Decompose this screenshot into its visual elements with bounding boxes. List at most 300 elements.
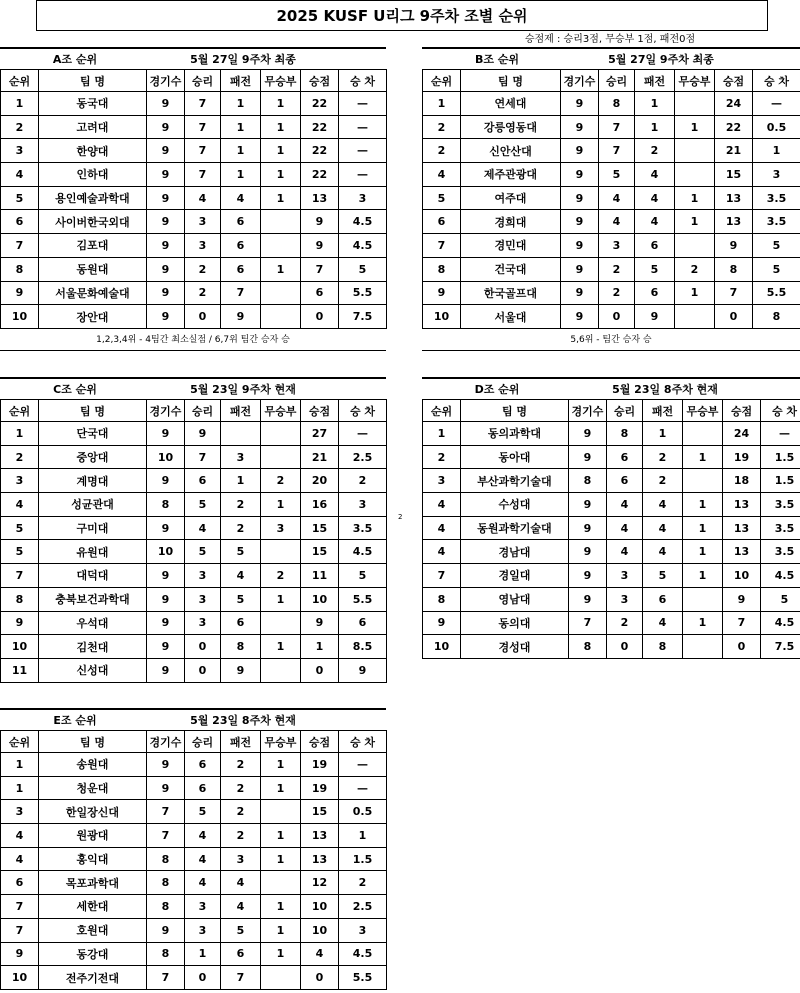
stat-cell: 9 — [569, 516, 607, 540]
table-row — [423, 445, 800, 469]
table-row — [423, 564, 800, 588]
stat-cell — [261, 611, 301, 635]
stat-cell: 1 — [261, 92, 301, 116]
stat-cell: 2 — [643, 469, 683, 493]
stat-cell — [261, 966, 301, 990]
stat-cell: 5 — [339, 564, 387, 588]
table-row — [1, 824, 387, 848]
stat-cell: 9 — [301, 234, 339, 258]
stat-cell: 1 — [221, 115, 261, 139]
table-row — [1, 92, 387, 116]
stat-cell: 9 — [1, 281, 39, 305]
stat-cell: — — [339, 422, 387, 446]
column-header: 패전 — [635, 70, 675, 92]
stat-cell: 1 — [635, 92, 675, 116]
team-name-cell: 강릉영동대 — [461, 115, 561, 139]
table-row — [1, 776, 387, 800]
stat-cell: 1 — [261, 847, 301, 871]
stat-cell: 7 — [147, 800, 185, 824]
team-name-cell: 여주대 — [461, 186, 561, 210]
stat-cell: 8 — [715, 257, 753, 281]
stat-cell: 4 — [643, 540, 683, 564]
stat-cell: 13 — [723, 516, 761, 540]
stat-cell: 8 — [753, 305, 800, 329]
stat-cell: 9 — [147, 658, 185, 682]
page-title — [36, 0, 768, 31]
stat-cell: 10 — [1, 966, 39, 990]
group-label: A조 순위 — [52, 53, 98, 66]
team-name-cell: 계명대 — [39, 469, 147, 493]
stat-cell: 20 — [301, 469, 339, 493]
stat-cell: 8 — [1, 587, 39, 611]
stat-cell: 9 — [1, 611, 39, 635]
stat-cell: 3 — [185, 210, 221, 234]
stat-cell: 2 — [339, 871, 387, 895]
stat-cell: — — [753, 92, 800, 116]
stat-cell: 22 — [301, 92, 339, 116]
column-header: 순위 — [1, 400, 39, 422]
stat-cell: 1 — [261, 493, 301, 517]
stat-cell: 3 — [185, 895, 221, 919]
stat-cell: 4 — [185, 871, 221, 895]
stat-cell: 2.5 — [339, 895, 387, 919]
stat-cell: 6 — [221, 210, 261, 234]
table-header-row — [1, 731, 387, 753]
column-header: 무승부 — [261, 400, 301, 422]
stat-cell: 7 — [185, 163, 221, 187]
stat-cell: 7 — [185, 92, 221, 116]
stat-cell: 1 — [1, 422, 39, 446]
team-name-cell: 경희대 — [461, 210, 561, 234]
stat-cell: 9 — [147, 139, 185, 163]
stat-cell: 4.5 — [339, 540, 387, 564]
stat-cell — [261, 540, 301, 564]
stat-cell: — — [761, 422, 800, 446]
stat-cell — [221, 422, 261, 446]
stat-cell: 9 — [569, 540, 607, 564]
stat-cell — [683, 469, 723, 493]
table-row — [423, 210, 800, 234]
stat-cell: 21 — [301, 445, 339, 469]
stat-cell: 19 — [301, 776, 339, 800]
stat-cell: 7 — [147, 824, 185, 848]
stat-cell: 1.5 — [761, 445, 800, 469]
stat-cell: 1 — [675, 186, 715, 210]
stat-cell: — — [339, 776, 387, 800]
stat-cell: 1 — [675, 281, 715, 305]
stat-cell: 3 — [607, 564, 643, 588]
stat-cell: 5 — [185, 800, 221, 824]
team-name-cell: 경성대 — [461, 635, 569, 659]
team-name-cell: 김천대 — [39, 635, 147, 659]
team-name-cell: 동국대 — [39, 92, 147, 116]
stat-cell: 1 — [261, 115, 301, 139]
stat-cell: — — [339, 92, 387, 116]
stat-cell: 2 — [221, 493, 261, 517]
stat-cell: 3 — [423, 469, 461, 493]
stat-cell: 10 — [301, 895, 339, 919]
stat-cell: 6 — [643, 587, 683, 611]
stat-cell: 4 — [635, 163, 675, 187]
stat-cell: 4 — [643, 493, 683, 517]
stat-cell: 6 — [607, 469, 643, 493]
table-row — [1, 115, 387, 139]
table-row — [423, 635, 800, 659]
stat-cell: 8 — [569, 635, 607, 659]
stat-cell: 5 — [1, 516, 39, 540]
stat-cell: 3.5 — [761, 516, 800, 540]
stat-cell: 9 — [147, 635, 185, 659]
column-header: 팀 명 — [461, 400, 569, 422]
stat-cell: 22 — [715, 115, 753, 139]
group-header — [0, 377, 386, 399]
column-header: 승리 — [607, 400, 643, 422]
team-name-cell: 제주관광대 — [461, 163, 561, 187]
group-panel-2 — [422, 47, 800, 351]
stat-cell: 1 — [339, 824, 387, 848]
stat-cell: 4.5 — [339, 942, 387, 966]
stat-cell: 1 — [261, 186, 301, 210]
team-name-cell: 단국대 — [39, 422, 147, 446]
stat-cell: 22 — [301, 163, 339, 187]
stat-cell: 7.5 — [761, 635, 800, 659]
stat-cell: 9 — [423, 281, 461, 305]
stat-cell: 4 — [185, 847, 221, 871]
team-name-cell: 연세대 — [461, 92, 561, 116]
stat-cell — [675, 139, 715, 163]
column-header: 순위 — [1, 70, 39, 92]
stat-cell: 5 — [753, 234, 800, 258]
stat-cell: 1 — [261, 942, 301, 966]
stat-cell — [261, 800, 301, 824]
table-row — [1, 871, 387, 895]
column-header: 무승부 — [261, 70, 301, 92]
table-row — [1, 635, 387, 659]
stat-cell: 16 — [301, 493, 339, 517]
column-header: 팀 명 — [39, 731, 147, 753]
stat-cell: 6 — [185, 753, 221, 777]
stat-cell: 2 — [599, 281, 635, 305]
stat-cell: 3 — [1, 139, 39, 163]
stat-cell: 7 — [1, 895, 39, 919]
stat-cell: 13 — [715, 210, 753, 234]
stat-cell: — — [339, 139, 387, 163]
table-row — [423, 257, 800, 281]
stat-cell: 1 — [221, 469, 261, 493]
column-header: 승 차 — [339, 70, 387, 92]
table-row — [423, 234, 800, 258]
column-header: 패전 — [221, 731, 261, 753]
stat-cell: 8 — [147, 895, 185, 919]
table-row — [1, 469, 387, 493]
group-panel-3 — [0, 377, 387, 683]
table-row — [1, 210, 387, 234]
stat-cell: 6 — [635, 281, 675, 305]
table-header-row — [423, 400, 800, 422]
team-name-cell: 중앙대 — [39, 445, 147, 469]
stat-cell: 10 — [423, 305, 461, 329]
table-row — [1, 611, 387, 635]
stat-cell — [261, 234, 301, 258]
team-name-cell: 건국대 — [461, 257, 561, 281]
stat-cell: 5 — [753, 257, 800, 281]
stat-cell: 4 — [635, 210, 675, 234]
stat-cell: 9 — [147, 257, 185, 281]
group-date: 5월 23일 9주차 현재 — [190, 383, 296, 396]
team-name-cell: 고려대 — [39, 115, 147, 139]
stat-cell: 4.5 — [761, 564, 800, 588]
stat-cell: 9 — [339, 658, 387, 682]
stat-cell: 4 — [643, 516, 683, 540]
column-header: 승점 — [301, 400, 339, 422]
group-label: E조 순위 — [53, 714, 97, 727]
column-header: 승 차 — [753, 70, 800, 92]
team-name-cell: 동원대 — [39, 257, 147, 281]
stat-cell: 7 — [599, 115, 635, 139]
stat-cell — [683, 587, 723, 611]
stat-cell — [683, 422, 723, 446]
stat-cell: 3 — [1, 469, 39, 493]
stat-cell: 0 — [301, 305, 339, 329]
column-header: 무승부 — [261, 731, 301, 753]
stat-cell: 7.5 — [339, 305, 387, 329]
table-row — [1, 564, 387, 588]
stat-cell: 2 — [1, 115, 39, 139]
table-header-row — [1, 400, 387, 422]
column-header: 순위 — [423, 400, 461, 422]
stat-cell: 2 — [423, 445, 461, 469]
stat-cell: 2 — [185, 281, 221, 305]
stat-cell: 4 — [1, 163, 39, 187]
stat-cell: 4 — [607, 540, 643, 564]
column-header: 팀 명 — [461, 70, 561, 92]
stat-cell: 2 — [675, 257, 715, 281]
stat-cell: 9 — [147, 115, 185, 139]
stat-cell: 9 — [569, 564, 607, 588]
stat-cell: 6 — [635, 234, 675, 258]
group-header — [0, 708, 386, 730]
group-header — [422, 377, 800, 399]
stat-cell: 9 — [147, 281, 185, 305]
team-name-cell: 부산과학기술대 — [461, 469, 569, 493]
stat-cell: 18 — [723, 469, 761, 493]
table-row — [1, 587, 387, 611]
stat-cell — [675, 234, 715, 258]
stat-cell: 3 — [261, 516, 301, 540]
stat-cell: 5 — [1, 540, 39, 564]
stat-cell: 0 — [607, 635, 643, 659]
stat-cell — [261, 445, 301, 469]
stat-cell — [261, 658, 301, 682]
stat-cell: 3 — [221, 847, 261, 871]
table-row — [1, 516, 387, 540]
group-panel-1 — [0, 47, 387, 351]
stat-cell: 6 — [423, 210, 461, 234]
stat-cell: 1 — [261, 587, 301, 611]
stat-cell: 4 — [221, 895, 261, 919]
team-name-cell: 청운대 — [39, 776, 147, 800]
team-name-cell: 신안산대 — [461, 139, 561, 163]
stat-cell: 5.5 — [753, 281, 800, 305]
group-header — [422, 47, 800, 69]
column-header: 승점 — [301, 731, 339, 753]
stat-cell: 4.5 — [339, 234, 387, 258]
standings-table — [0, 69, 387, 329]
stat-cell: 3 — [339, 918, 387, 942]
stat-cell: 9 — [147, 587, 185, 611]
stat-cell: 7 — [185, 445, 221, 469]
stat-cell: 19 — [301, 753, 339, 777]
stat-cell: 1 — [675, 115, 715, 139]
stat-cell: 3 — [607, 587, 643, 611]
stat-cell: 5 — [221, 918, 261, 942]
stat-cell: — — [339, 753, 387, 777]
team-name-cell: 한일장신대 — [39, 800, 147, 824]
stat-cell: 3 — [1, 800, 39, 824]
stat-cell: 2 — [221, 824, 261, 848]
stat-cell: 4 — [1, 847, 39, 871]
team-name-cell: 영남대 — [461, 587, 569, 611]
table-row — [1, 139, 387, 163]
stat-cell: 1 — [683, 493, 723, 517]
team-name-cell: 원광대 — [39, 824, 147, 848]
stat-cell: 8 — [147, 847, 185, 871]
stat-cell: 2 — [221, 776, 261, 800]
stat-cell: 3 — [185, 918, 221, 942]
stat-cell: 13 — [723, 493, 761, 517]
stat-cell: 9 — [147, 753, 185, 777]
stat-cell: 3 — [753, 163, 800, 187]
group-date: 5월 23일 8주차 현재 — [190, 714, 296, 727]
stat-cell: 1 — [261, 753, 301, 777]
stat-cell: 2 — [261, 469, 301, 493]
stat-cell: 13 — [301, 847, 339, 871]
group-date: 5월 27일 9주차 최종 — [608, 53, 714, 66]
stat-cell: 3 — [185, 611, 221, 635]
stat-cell: 9 — [561, 115, 599, 139]
table-row — [1, 658, 387, 682]
stat-cell: 1 — [753, 139, 800, 163]
stat-cell: 1 — [635, 115, 675, 139]
stat-cell: 4 — [599, 186, 635, 210]
stat-cell: 9 — [147, 234, 185, 258]
stat-cell: 2 — [423, 139, 461, 163]
team-name-cell: 한국골프대 — [461, 281, 561, 305]
stat-cell: 5 — [185, 493, 221, 517]
stat-cell: 1 — [185, 942, 221, 966]
column-header: 승점 — [715, 70, 753, 92]
stat-cell: 7 — [221, 966, 261, 990]
team-name-cell: 인하대 — [39, 163, 147, 187]
stat-cell: 2 — [423, 115, 461, 139]
stat-cell: 3.5 — [753, 186, 800, 210]
table-row — [423, 305, 800, 329]
stat-cell: 8 — [1, 257, 39, 281]
stat-cell — [261, 871, 301, 895]
standings-table — [422, 399, 800, 659]
column-header: 승 차 — [761, 400, 800, 422]
stat-cell: 7 — [569, 611, 607, 635]
stat-cell: 1 — [221, 139, 261, 163]
stat-cell: 2 — [1, 445, 39, 469]
table-row — [423, 115, 800, 139]
stat-cell: 6 — [221, 611, 261, 635]
stat-cell: 1 — [683, 540, 723, 564]
stat-cell: 9 — [221, 305, 261, 329]
table-row — [1, 942, 387, 966]
column-header: 순위 — [423, 70, 461, 92]
stat-cell: 8.5 — [339, 635, 387, 659]
stat-cell: 1 — [301, 635, 339, 659]
stat-cell: 3.5 — [761, 540, 800, 564]
stat-cell: 9 — [147, 564, 185, 588]
stat-cell: 4 — [599, 210, 635, 234]
stat-cell: 1 — [261, 635, 301, 659]
stat-cell: 4 — [423, 493, 461, 517]
table-row — [423, 540, 800, 564]
team-name-cell: 동의대 — [461, 611, 569, 635]
stat-cell: 7 — [423, 564, 461, 588]
stat-cell: 3 — [599, 234, 635, 258]
team-name-cell: 성균관대 — [39, 493, 147, 517]
group-label: D조 순위 — [474, 383, 520, 396]
stat-cell: 1 — [683, 445, 723, 469]
column-header: 승점 — [301, 70, 339, 92]
stat-cell: 2 — [635, 139, 675, 163]
stat-cell: 9 — [561, 186, 599, 210]
team-name-cell: 경일대 — [461, 564, 569, 588]
stat-cell: 3 — [185, 564, 221, 588]
stat-cell: 6 — [221, 257, 261, 281]
stat-cell: 8 — [221, 635, 261, 659]
tiebreak-note: 1,2,3,4위 - 4팀간 최소실점 / 6,7위 팀간 승자 승 — [0, 329, 386, 351]
table-row — [1, 163, 387, 187]
stat-cell — [261, 305, 301, 329]
stat-cell: 5 — [761, 587, 800, 611]
stat-cell: 1 — [683, 611, 723, 635]
team-name-cell: 수성대 — [461, 493, 569, 517]
stat-cell: 9 — [147, 918, 185, 942]
stat-cell: 1 — [1, 92, 39, 116]
score-rule: 승점제 : 승리3점, 무승부 1점, 패전0점 — [524, 34, 696, 45]
stat-cell: 15 — [301, 800, 339, 824]
stat-cell: 13 — [715, 186, 753, 210]
column-header: 승리 — [185, 70, 221, 92]
stat-cell — [675, 163, 715, 187]
stat-cell: 19 — [723, 445, 761, 469]
stat-cell: 11 — [301, 564, 339, 588]
stat-cell: 7 — [723, 611, 761, 635]
stat-cell: 10 — [1, 635, 39, 659]
stat-cell: 9 — [715, 234, 753, 258]
stat-cell: 1 — [683, 516, 723, 540]
column-header: 패전 — [643, 400, 683, 422]
table-row — [423, 139, 800, 163]
stat-cell: — — [339, 115, 387, 139]
stat-cell: 5 — [635, 257, 675, 281]
stat-cell: 8 — [569, 469, 607, 493]
table-header-row — [423, 70, 800, 92]
stat-cell: 4 — [607, 493, 643, 517]
column-header: 승 차 — [339, 731, 387, 753]
stat-cell: 9 — [723, 587, 761, 611]
stat-cell: 6 — [339, 611, 387, 635]
team-name-cell: 장안대 — [39, 305, 147, 329]
team-name-cell: 사이버한국외대 — [39, 210, 147, 234]
stat-cell: 8 — [607, 422, 643, 446]
stat-cell: 10 — [301, 587, 339, 611]
stat-cell: 0 — [723, 635, 761, 659]
